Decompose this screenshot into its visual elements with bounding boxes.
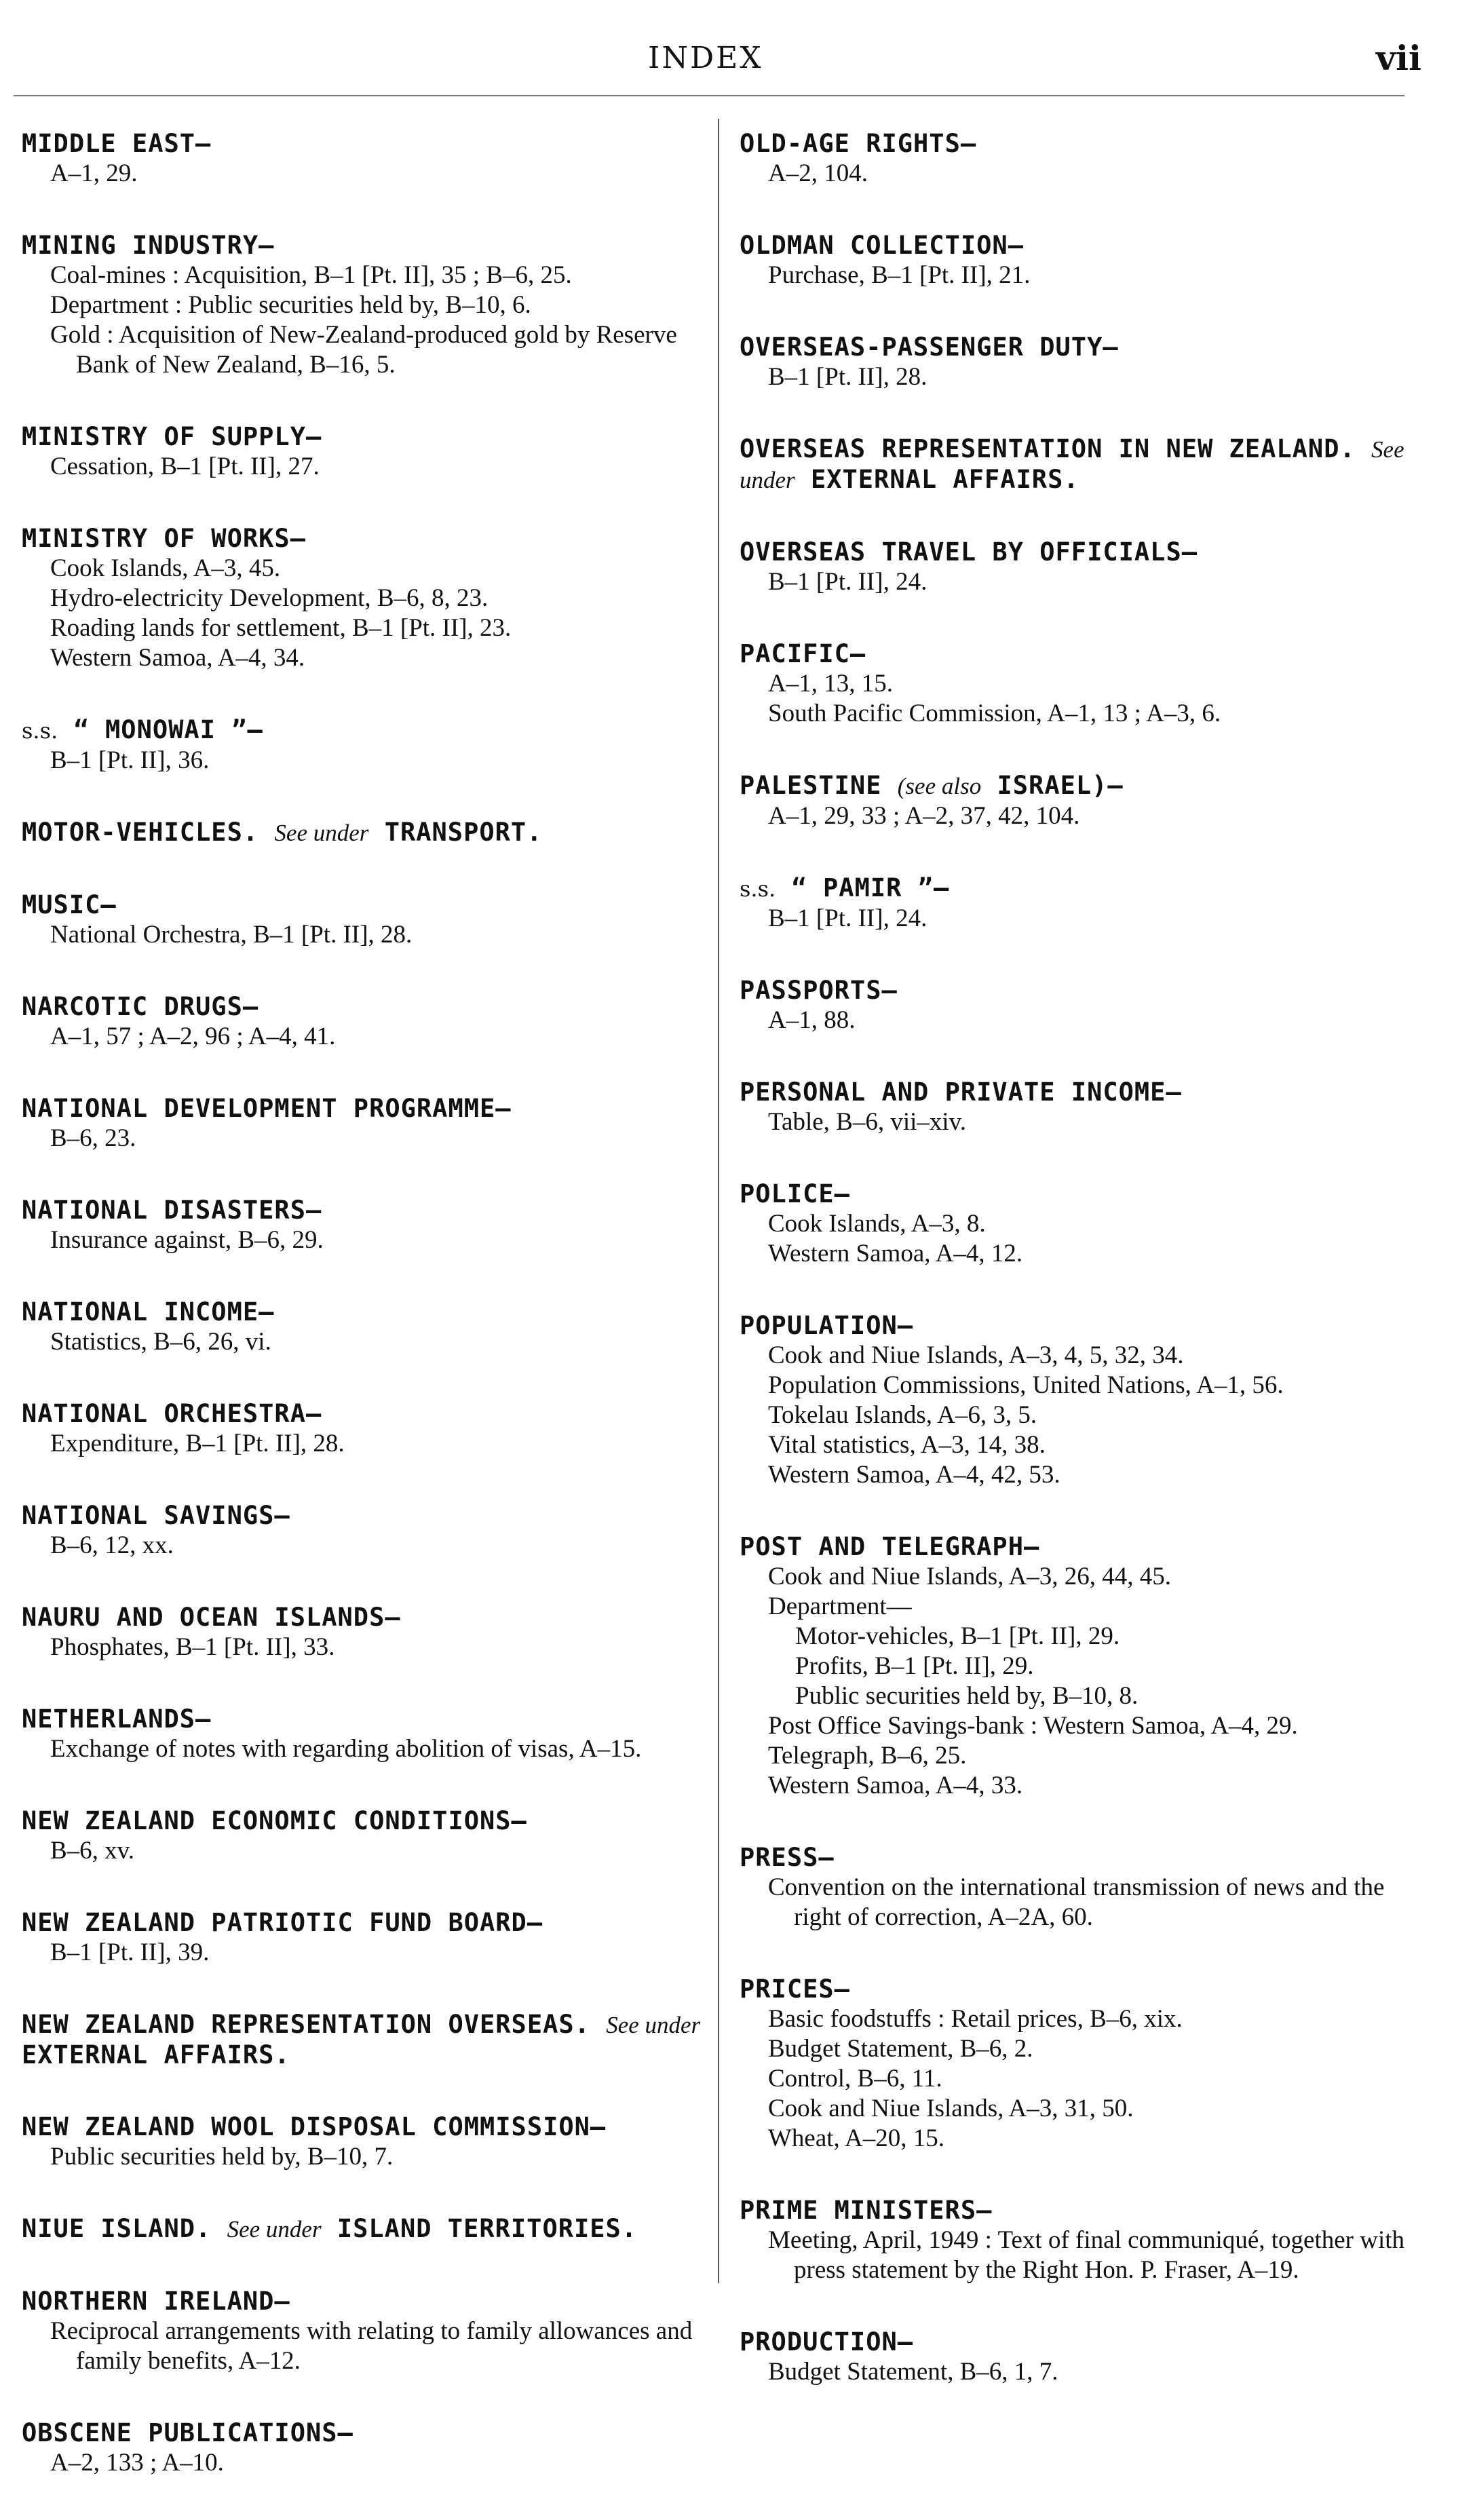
entry-reference: Exchange of notes with regarding abolition of visas, A–15. — [50, 1735, 642, 1763]
entry-heading — [740, 332, 1425, 362]
heading-text: NATIONAL DEVELOPMENT PROGRAMME— — [22, 1094, 512, 1123]
index-entry — [740, 1179, 1425, 1269]
page-number: vii — [1376, 38, 1422, 78]
entry-reference: Table, B–6, vii–xiv. — [768, 1108, 967, 1136]
entry-reference: A–2, 133 ; A–10. — [50, 2449, 224, 2477]
entry-reference: Department : Public securities held by, B–10, 6. — [50, 291, 531, 319]
entry-heading — [22, 231, 704, 261]
entry-reference: Phosphates, B–1 [Pt. II], 33. — [50, 1633, 335, 1661]
index-entry — [22, 524, 704, 673]
see-under-label: See under — [606, 2012, 701, 2038]
entry-heading — [22, 2010, 704, 2070]
index-entry — [740, 1311, 1425, 1490]
index-entry — [740, 771, 1425, 831]
entry-reference: Western Samoa, A–4, 33. — [768, 1772, 1023, 1799]
heading-text: NORTHERN IRELAND— — [22, 2287, 290, 2316]
index-entry — [740, 1843, 1425, 1932]
index-entry — [22, 1603, 704, 1662]
index-entry — [740, 873, 1425, 934]
entry-heading — [22, 715, 704, 746]
entry-heading — [740, 639, 1425, 669]
heading-text: PASSPORTS— — [740, 976, 898, 1005]
index-entry — [740, 332, 1425, 392]
heading-text: MUSIC— — [22, 890, 117, 919]
entry-heading — [740, 2327, 1425, 2357]
heading-text: OBSCENE PUBLICATIONS— — [22, 2418, 353, 2447]
heading-text: NATIONAL DISASTERS— — [22, 1196, 322, 1225]
entry-subreference: Motor-vehicles, B–1 [Pt. II], 29. — [795, 1622, 1120, 1650]
entry-reference: Meeting, April, 1949 : Text of final communiqué, together with press statement by the Right Hon. P. Fraser, A–19. — [768, 2226, 1405, 2284]
entry-reference: National Orchestra, B–1 [Pt. II], 28. — [50, 921, 413, 949]
entry-reference: B–6, 23. — [50, 1124, 136, 1152]
index-entry — [22, 1806, 704, 1866]
see-under-label: See under — [274, 820, 369, 846]
entry-heading — [740, 434, 1425, 495]
entry-heading — [22, 129, 704, 159]
column-divider — [718, 119, 719, 2283]
entry-reference: Post Office Savings-bank : Western Samoa, A–4, 29. — [768, 1712, 1298, 1740]
index-entry — [22, 1297, 704, 1357]
heading-text: OLD-AGE RIGHTS— — [740, 129, 977, 158]
entry-reference: Hydro-electricity Development, B–6, 8, 23. — [50, 584, 489, 612]
heading-text: MINISTRY OF WORKS— — [22, 524, 306, 553]
heading-text: MIDDLE EAST— — [22, 129, 212, 158]
entry-reference: A–2, 104. — [768, 159, 868, 187]
heading-text: PRICES— — [740, 1974, 850, 2004]
entry-reference: Western Samoa, A–4, 34. — [50, 644, 305, 672]
ship-prefix: s.s. — [22, 718, 58, 744]
entry-heading — [740, 1311, 1425, 1341]
heading-text: “ MONOWAI ”— — [73, 715, 263, 744]
entry-reference: B–1 [Pt. II], 36. — [50, 746, 210, 774]
entry-heading — [22, 524, 704, 554]
entry-heading — [22, 2418, 704, 2448]
entry-reference: B–6, 12, xx. — [50, 1531, 174, 1559]
entry-heading — [740, 1843, 1425, 1873]
index-entry — [740, 976, 1425, 1035]
entry-reference: Convention on the international transmission of news and the right of correction, A–2A, 60. — [768, 1873, 1385, 1931]
index-entry — [740, 434, 1425, 495]
heading-text: POPULATION— — [740, 1311, 914, 1340]
index-entry — [740, 537, 1425, 597]
entry-reference: A–1, 57 ; A–2, 96 ; A–4, 41. — [50, 1023, 336, 1050]
heading-text: POST AND TELEGRAPH— — [740, 1532, 1040, 1561]
entry-reference: Roading lands for settlement, B–1 [Pt. II], 23. — [50, 614, 512, 642]
entry-reference: Control, B–6, 11. — [768, 2065, 942, 2093]
ship-prefix: s.s. — [740, 876, 776, 902]
left-column — [22, 129, 704, 2520]
heading-text: OLDMAN COLLECTION— — [740, 231, 1024, 260]
index-entry — [740, 1974, 1425, 2154]
heading-text: PALESTINE — [740, 771, 882, 800]
index-entry — [22, 1704, 704, 1764]
entry-heading — [22, 422, 704, 452]
heading-text: NEW ZEALAND REPRESENTATION OVERSEAS. — [22, 2010, 590, 2039]
entry-heading — [740, 1179, 1425, 1209]
entry-heading — [22, 1196, 704, 1225]
entry-reference: Cessation, B–1 [Pt. II], 27. — [50, 453, 320, 480]
entry-reference: Budget Statement, B–6, 2. — [768, 2035, 1033, 2063]
entry-reference: Western Samoa, A–4, 12. — [768, 1240, 1023, 1267]
page-header — [0, 34, 1473, 81]
entry-heading — [740, 771, 1425, 801]
entry-heading — [22, 1603, 704, 1633]
heading-text: NEW ZEALAND WOOL DISPOSAL COMMISSION— — [22, 2112, 607, 2141]
heading-text: OVERSEAS-PASSENGER DUTY— — [740, 332, 1119, 362]
see-also-label: (see also — [897, 773, 982, 799]
heading-text: NIUE ISLAND. — [22, 2214, 212, 2243]
entry-heading — [22, 1806, 704, 1836]
entry-reference: Department— — [768, 1592, 912, 1620]
index-entry — [22, 422, 704, 482]
heading-text: PERSONAL AND PRIVATE INCOME— — [740, 1077, 1182, 1107]
heading-text: MOTOR-VEHICLES. — [22, 818, 259, 847]
entry-reference: Insurance against, B–6, 29. — [50, 1226, 324, 1254]
entry-heading — [740, 2196, 1425, 2226]
entry-reference: B–6, xv. — [50, 1837, 135, 1865]
entry-reference: Cook and Niue Islands, A–3, 26, 44, 45. — [768, 1563, 1172, 1590]
entry-reference: Budget Statement, B–6, 1, 7. — [768, 2358, 1058, 2386]
heading-text: NAURU AND OCEAN ISLANDS— — [22, 1603, 401, 1632]
index-entry — [22, 1399, 704, 1459]
index-entry — [22, 2010, 704, 2070]
index-entry — [740, 2327, 1425, 2387]
entry-reference: Cook and Niue Islands, A–3, 31, 50. — [768, 2095, 1134, 2122]
heading-text: NARCOTIC DRUGS— — [22, 992, 259, 1021]
entry-heading — [22, 2287, 704, 2316]
index-entry — [22, 231, 704, 380]
index-entry — [22, 1501, 704, 1561]
entry-heading — [22, 1399, 704, 1429]
entry-heading — [22, 992, 704, 1022]
entry-reference: South Pacific Commission, A–1, 13 ; A–3, 6. — [768, 700, 1221, 727]
entry-heading — [740, 1077, 1425, 1107]
entry-heading — [22, 818, 704, 848]
entry-reference: Public securities held by, B–10, 7. — [50, 2143, 394, 2171]
entry-reference: A–1, 13, 15. — [768, 670, 893, 698]
entry-heading — [22, 1297, 704, 1327]
cross-reference: ISLAND TERRITORIES. — [337, 2214, 638, 2243]
heading-text: NATIONAL SAVINGS— — [22, 1501, 290, 1530]
entry-reference: B–1 [Pt. II], 39. — [50, 1939, 210, 1966]
heading-text: NEW ZEALAND PATRIOTIC FUND BOARD— — [22, 1908, 543, 1937]
index-entry — [22, 992, 704, 1052]
entry-heading — [22, 890, 704, 920]
index-entry — [22, 2287, 704, 2376]
heading-text: NATIONAL INCOME— — [22, 1297, 275, 1326]
entry-reference: Coal-mines : Acquisition, B–1 [Pt. II], 35 ; B–6, 25. — [50, 261, 572, 289]
entry-reference: A–1, 88. — [768, 1006, 856, 1034]
entry-reference: Vital statistics, A–3, 14, 38. — [768, 1431, 1046, 1459]
entry-heading — [740, 129, 1425, 159]
heading-text: NATIONAL ORCHESTRA— — [22, 1399, 322, 1428]
index-entry — [22, 715, 704, 776]
entry-reference: Reciprocal arrangements with relating to family allowances and family benefits, A–12. — [50, 2317, 693, 2375]
see-under-label: See under — [227, 2216, 322, 2242]
entry-reference: A–1, 29. — [50, 159, 138, 187]
index-entry — [740, 639, 1425, 729]
heading-text: NEW ZEALAND ECONOMIC CONDITIONS— — [22, 1806, 527, 1835]
heading-text: MINISTRY OF SUPPLY— — [22, 422, 322, 451]
entry-reference: Basic foodstuffs : Retail prices, B–6, xix. — [768, 2005, 1183, 2033]
entry-reference: Telegraph, B–6, 25. — [768, 1742, 967, 1770]
heading-text: OVERSEAS REPRESENTATION IN NEW ZEALAND. — [740, 434, 1356, 463]
heading-text: MINING INDUSTRY— — [22, 231, 275, 260]
index-entry — [740, 2196, 1425, 2285]
index-entry — [740, 1077, 1425, 1137]
index-entry — [22, 818, 704, 848]
index-entry — [22, 890, 704, 950]
heading-text: PRESS— — [740, 1843, 835, 1872]
index-entry — [22, 1196, 704, 1255]
entry-reference: Cook Islands, A–3, 8. — [768, 1210, 986, 1238]
entry-heading — [22, 1908, 704, 1938]
index-entry — [22, 129, 704, 189]
see-under-label: See under — [740, 436, 1404, 493]
right-column — [740, 129, 1425, 2429]
entry-heading — [22, 1501, 704, 1531]
entry-reference: A–1, 29, 33 ; A–2, 37, 42, 104. — [768, 802, 1080, 830]
heading-text: PRIME MINISTERS— — [740, 2196, 993, 2225]
entry-reference: B–1 [Pt. II], 24. — [768, 904, 927, 932]
page-title: INDEX — [648, 41, 763, 75]
heading-text: POLICE— — [740, 1179, 850, 1208]
entry-reference: Gold : Acquisition of New-Zealand-produced gold by Reserve Bank of New Zealand, B–16, 5. — [50, 321, 677, 379]
entry-heading — [22, 2214, 704, 2245]
entry-heading — [740, 1532, 1425, 1562]
index-entry — [740, 129, 1425, 189]
index-entry — [740, 231, 1425, 290]
entry-heading — [22, 2112, 704, 2142]
entry-heading — [740, 873, 1425, 904]
heading-text: PRODUCTION— — [740, 2327, 914, 2356]
entry-subreference: Profits, B–1 [Pt. II], 29. — [795, 1652, 1034, 1680]
heading-text: “ PAMIR ”— — [791, 873, 950, 902]
entry-heading — [22, 1704, 704, 1734]
entry-reference: Purchase, B–1 [Pt. II], 21. — [768, 261, 1031, 289]
entry-reference: Tokelau Islands, A–6, 3, 5. — [768, 1401, 1037, 1429]
cross-reference: ISRAEL)— — [997, 771, 1124, 800]
index-entry — [22, 1908, 704, 1968]
entry-heading — [740, 537, 1425, 567]
entry-reference: Cook and Niue Islands, A–3, 4, 5, 32, 34. — [768, 1341, 1184, 1369]
heading-text: OVERSEAS TRAVEL BY OFFICIALS— — [740, 537, 1198, 567]
heading-text: PACIFIC— — [740, 639, 866, 668]
index-entry — [22, 2214, 704, 2245]
index-entry — [22, 2112, 704, 2172]
cross-reference: EXTERNAL AFFAIRS. — [810, 465, 1079, 494]
entry-reference: B–1 [Pt. II], 28. — [768, 363, 927, 391]
heading-text: NETHERLANDS— — [22, 1704, 212, 1734]
entry-heading — [22, 1094, 704, 1124]
entry-reference: Statistics, B–6, 26, vi. — [50, 1328, 271, 1356]
entry-reference: Population Commissions, United Nations, A–1, 56. — [768, 1371, 1284, 1399]
entry-reference: Western Samoa, A–4, 42, 53. — [768, 1461, 1060, 1489]
entry-reference: Cook Islands, A–3, 45. — [50, 554, 281, 582]
index-entry — [22, 1094, 704, 1153]
entry-reference: Expenditure, B–1 [Pt. II], 28. — [50, 1430, 345, 1457]
entry-reference: B–1 [Pt. II], 24. — [768, 568, 927, 596]
header-rule — [14, 95, 1404, 96]
entry-reference: Wheat, A–20, 15. — [768, 2124, 944, 2152]
entry-heading — [740, 976, 1425, 1006]
entry-heading — [740, 231, 1425, 261]
index-entry — [740, 1532, 1425, 1801]
cross-reference: TRANSPORT. — [384, 818, 543, 847]
entry-subreference: Public securities held by, B–10, 8. — [795, 1682, 1139, 1710]
cross-reference: EXTERNAL AFFAIRS. — [22, 2040, 290, 2069]
entry-heading — [740, 1974, 1425, 2004]
index-entry — [22, 2418, 704, 2478]
